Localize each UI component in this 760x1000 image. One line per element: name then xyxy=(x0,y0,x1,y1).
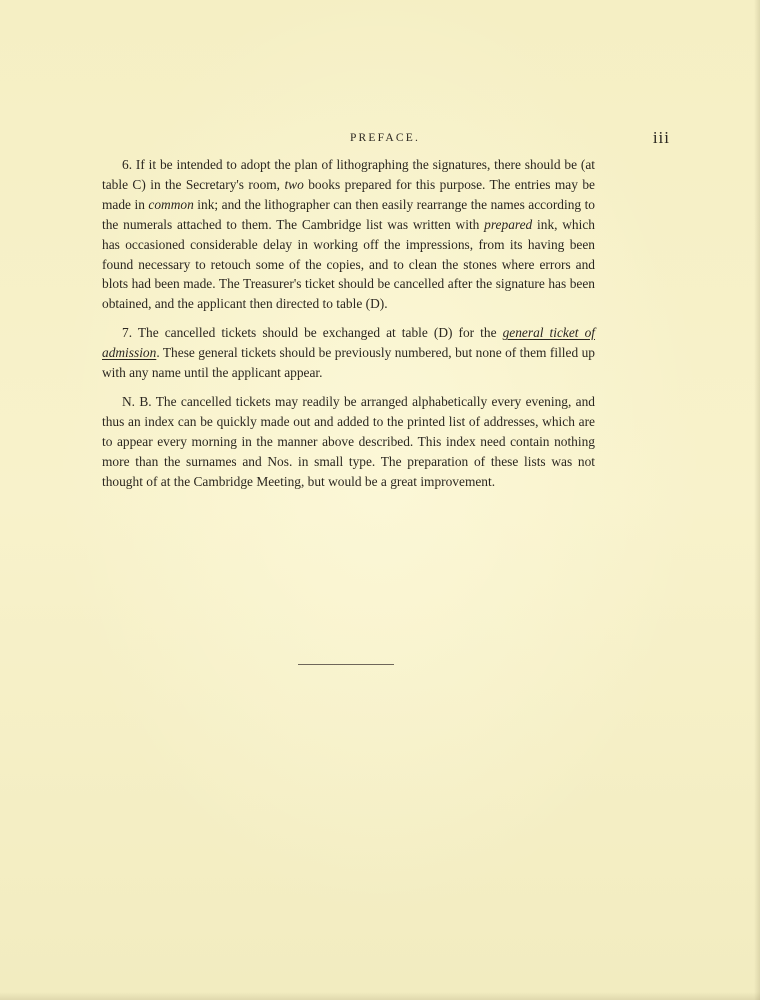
body-text xyxy=(102,155,595,501)
text-run: books prepared for this purpose. The entries may be made in xyxy=(102,176,595,212)
text-run: 6. If it be intended to adopt the plan of lithographing the signatures, there should be (at table C) in the Secretary's room, xyxy=(102,157,595,192)
text-run: 7. The cancelled tickets should be exchanged at table (D) for the xyxy=(122,325,503,341)
text-run: ink; and the lithographer can then easily rearrange the names according to the numerals attached to them. The Cambridge list was written with xyxy=(102,196,595,232)
text-run: . These general tickets should be previously numbered, but none of them filled up with any name until the applicant appear. xyxy=(102,345,595,381)
closing-rule xyxy=(298,664,394,665)
emphasis-text: general ticket of admission xyxy=(102,325,595,361)
page-bottom-shadow xyxy=(0,992,760,1000)
running-title: PREFACE. xyxy=(349,132,421,144)
paragraph-7 xyxy=(102,323,595,383)
text-run: N. B. The cancelled tickets may readily be arranged alphabetically every evening, and thus an index can be quickly made out and added to the printed list of addresses, which are to appear every morning in the manner above described. This index need contain nothing more than the surnames and Nos. in small type. The preparation of these lists was not thought of at the Cambridge Meeting, but would be a great improvement. xyxy=(102,393,595,489)
text-run: ink, which has occasioned considerable delay in working off the impressions, from its having been found necessary to retouch some of the copies, and to clean the stones where errors and blots had been made. The Treasurer's ticket should be cancelled after the signature has been obtained, and the applicant then directed to table (D). xyxy=(102,216,595,312)
emphasis-text: two xyxy=(284,176,304,192)
paragraph-nb xyxy=(102,392,595,492)
page-number: iii xyxy=(652,128,670,147)
page-edge-shadow xyxy=(754,0,760,1000)
page-header xyxy=(100,128,670,150)
emphasis-text: prepared xyxy=(484,216,533,232)
emphasis-text: common xyxy=(148,196,194,212)
paragraph-6 xyxy=(102,155,595,314)
